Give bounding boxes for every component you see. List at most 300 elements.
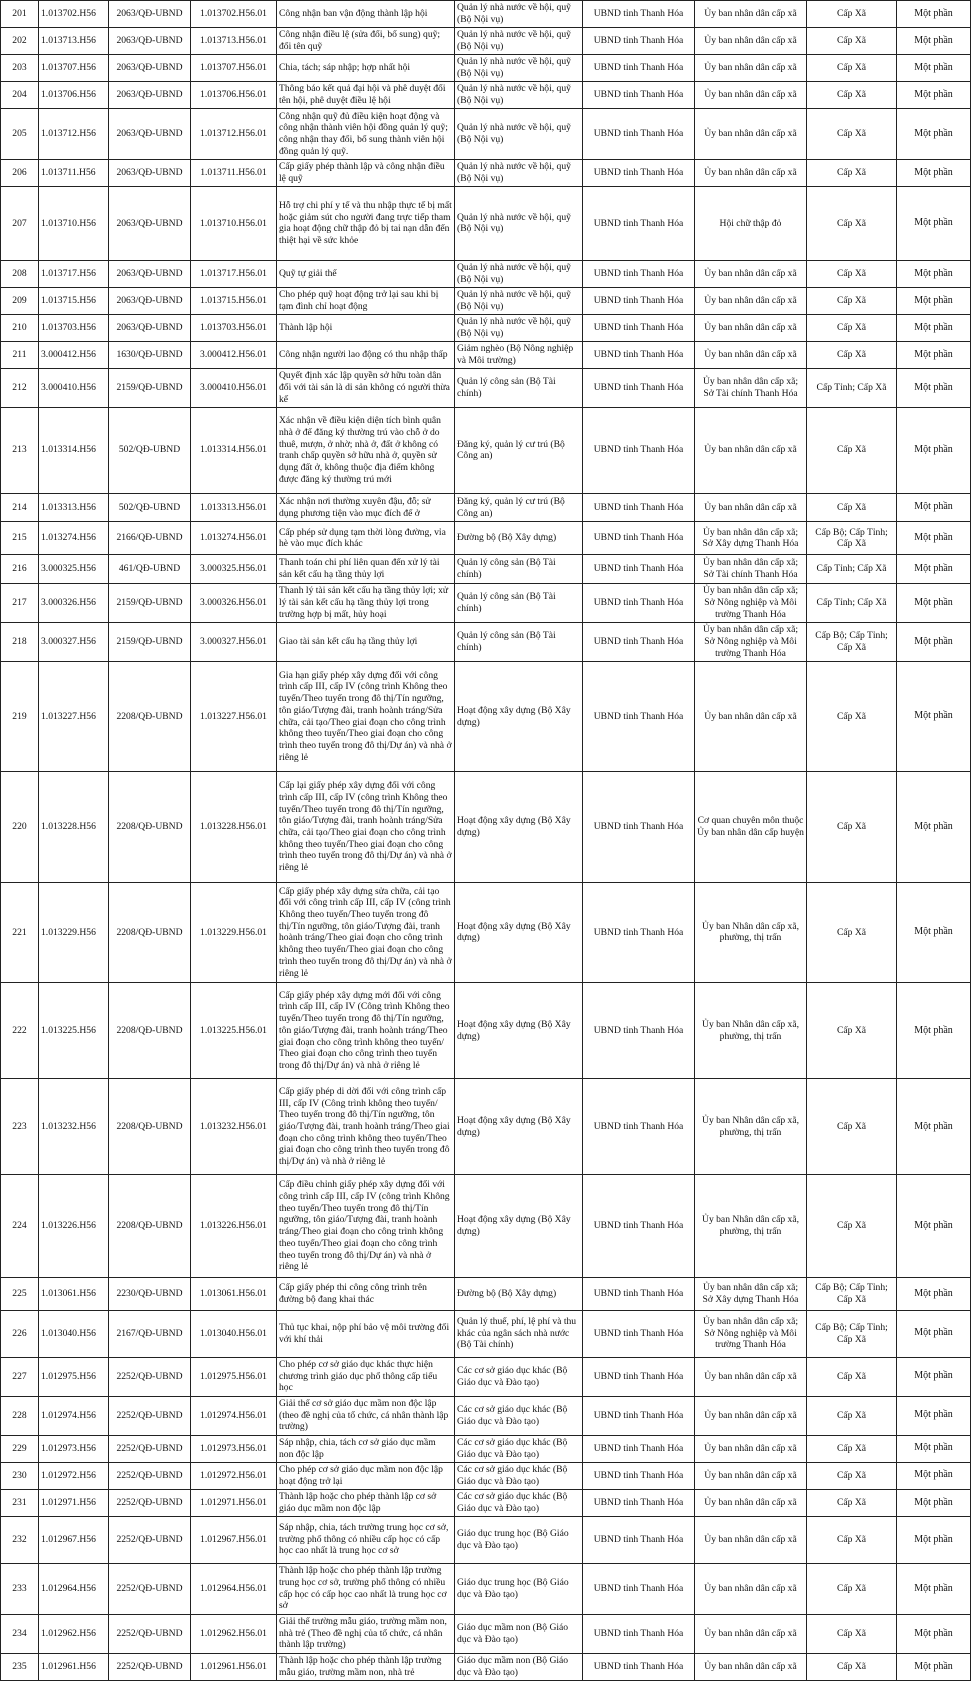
service-level-cell: Một phần xyxy=(897,772,971,883)
implementing-agency-cell: Ủy ban nhân dân cấp xã xyxy=(695,407,807,493)
decision-number-cell: 2208/QĐ-UBND xyxy=(109,661,191,772)
procedure-code-cell: 3.000327.H56 xyxy=(39,622,109,661)
row-number-cell: 221 xyxy=(1,882,39,982)
row-number-cell: 206 xyxy=(1,160,39,187)
implementing-agency-cell: Ủy ban nhân dân cấp xã xyxy=(695,1396,807,1435)
procedure-name-cell: Công nhận quỹ đủ điều kiện hoạt động và công nhận thành viên hội đồng quản lý quỹ; công nhận thay đổi, bổ sung thành viên hội đồng quản lý quỹ. xyxy=(277,109,455,160)
procedure-name-cell: Chia, tách; sáp nhập; hợp nhất hội xyxy=(277,55,455,82)
implementing-agency-cell: Ủy ban nhân dân cấp xã xyxy=(695,82,807,109)
procedure-name-cell: Gia hạn giấy phép xây dựng đối với công trình cấp III, cấp IV (công trình Không theo tuyến/Theo tuyến trong đô thị/Tín ngưỡng, tôn giáo/Tượng đài, tranh hoành tráng/Sửa chữa, cải tạo/Theo giai đoạn cho công trình không theo tuyến/Theo giai đoạn cho công trình theo tuyến trong đô thị/Dự án) và nhà ở riêng lẻ xyxy=(277,661,455,772)
implementing-agency-cell: Ủy ban nhân dân cấp xã; Sở Tài chính Thanh Hóa xyxy=(695,368,807,407)
decision-number-cell: 2063/QĐ-UBND xyxy=(109,287,191,314)
procedure-code-cell: 1.013314.H56 xyxy=(39,407,109,493)
procedure-name-cell: Thành lập hoặc cho phép thành lập trường trung học cơ sở, trường phổ thông có nhiều cấp học có cấp học cao nhất là trung học cơ sở xyxy=(277,1563,455,1614)
detail-code-cell: 1.013711.H56.01 xyxy=(191,160,277,187)
row-number-cell: 232 xyxy=(1,1516,39,1563)
row-number-cell: 204 xyxy=(1,82,39,109)
service-level-cell: Một phần xyxy=(897,1516,971,1563)
procedure-code-cell: 1.013710.H56 xyxy=(39,187,109,261)
level-cell: Cấp Xã xyxy=(807,287,897,314)
procedure-code-cell: 1.013707.H56 xyxy=(39,55,109,82)
table-body xyxy=(1,1,971,1681)
procedure-name-cell: Thành lập hội xyxy=(277,314,455,341)
table-row xyxy=(1,661,971,772)
row-number-cell: 225 xyxy=(1,1277,39,1310)
level-cell: Cấp Xã xyxy=(807,187,897,261)
field-cell: Quản lý nhà nước về hội, quỹ (Bộ Nội vụ) xyxy=(455,187,583,261)
row-number-cell: 212 xyxy=(1,368,39,407)
authority-cell: UBND tỉnh Thanh Hóa xyxy=(583,1396,695,1435)
implementing-agency-cell: Ủy ban nhân dân cấp xã xyxy=(695,493,807,522)
service-level-cell: Một phần xyxy=(897,1614,971,1653)
detail-code-cell: 1.013713.H56.01 xyxy=(191,28,277,55)
detail-code-cell: 1.013274.H56.01 xyxy=(191,522,277,555)
row-number-cell: 218 xyxy=(1,622,39,661)
service-level-cell: Một phần xyxy=(897,1079,971,1175)
detail-code-cell: 1.013229.H56.01 xyxy=(191,882,277,982)
procedure-code-cell: 3.000412.H56 xyxy=(39,341,109,368)
decision-number-cell: 2167/QĐ-UBND xyxy=(109,1310,191,1357)
table-row xyxy=(1,1563,971,1614)
service-level-cell: Một phần xyxy=(897,109,971,160)
level-cell: Cấp Xã xyxy=(807,82,897,109)
table-row xyxy=(1,493,971,522)
implementing-agency-cell: Ủy ban nhân dân cấp xã; Sở Xây dựng Thanh Hóa xyxy=(695,1277,807,1310)
service-level-cell: Một phần xyxy=(897,187,971,261)
detail-code-cell: 1.012971.H56.01 xyxy=(191,1489,277,1516)
decision-number-cell: 2063/QĐ-UBND xyxy=(109,160,191,187)
table-row xyxy=(1,1435,971,1462)
implementing-agency-cell: Ủy ban nhân dân cấp xã xyxy=(695,55,807,82)
implementing-agency-cell: Ủy ban nhân dân cấp xã xyxy=(695,314,807,341)
decision-number-cell: 2252/QĐ-UBND xyxy=(109,1489,191,1516)
field-cell: Đăng ký, quản lý cư trú (Bộ Công an) xyxy=(455,407,583,493)
table-row xyxy=(1,1516,971,1563)
implementing-agency-cell: Ủy ban Nhân dân cấp xã, phường, thị trấn xyxy=(695,882,807,982)
decision-number-cell: 2208/QĐ-UBND xyxy=(109,1175,191,1277)
decision-number-cell: 2252/QĐ-UBND xyxy=(109,1435,191,1462)
decision-number-cell: 2166/QĐ-UBND xyxy=(109,522,191,555)
field-cell: Đăng ký, quản lý cư trú (Bộ Công an) xyxy=(455,493,583,522)
field-cell: Các cơ sở giáo dục khác (Bộ Giáo dục và Đào tạo) xyxy=(455,1435,583,1462)
procedure-code-cell: 1.013226.H56 xyxy=(39,1175,109,1277)
implementing-agency-cell: Ủy ban nhân dân cấp xã xyxy=(695,341,807,368)
field-cell: Giáo dục mầm non (Bộ Giáo dục và Đào tạo) xyxy=(455,1614,583,1653)
table-row xyxy=(1,1079,971,1175)
field-cell: Quản lý nhà nước về hội, quỹ (Bộ Nội vụ) xyxy=(455,109,583,160)
row-number-cell: 224 xyxy=(1,1175,39,1277)
procedure-code-cell: 1.013706.H56 xyxy=(39,82,109,109)
field-cell: Các cơ sở giáo dục khác (Bộ Giáo dục và Đào tạo) xyxy=(455,1396,583,1435)
level-cell: Cấp Xã xyxy=(807,661,897,772)
authority-cell: UBND tỉnh Thanh Hóa xyxy=(583,1653,695,1680)
implementing-agency-cell: Ủy ban nhân dân cấp xã; Sở Xây dựng Thanh Hóa xyxy=(695,522,807,555)
authority-cell: UBND tỉnh Thanh Hóa xyxy=(583,1614,695,1653)
detail-code-cell: 1.012973.H56.01 xyxy=(191,1435,277,1462)
service-level-cell: Một phần xyxy=(897,55,971,82)
table-row xyxy=(1,983,971,1079)
row-number-cell: 209 xyxy=(1,287,39,314)
field-cell: Quản lý nhà nước về hội, quỹ (Bộ Nội vụ) xyxy=(455,287,583,314)
implementing-agency-cell: Ủy ban nhân dân cấp xã xyxy=(695,160,807,187)
row-number-cell: 223 xyxy=(1,1079,39,1175)
table-row xyxy=(1,583,971,622)
procedure-name-cell: Xác nhận về điều kiện diện tích bình quân nhà ở để đăng ký thường trú vào chỗ ở do thuê, mượn, ở nhờ; nhà ở, đất ở không có tranh chấp quyền sở hữu nhà ở, quyền sử dụng đất ở, không thuộc địa điểm không được đăng ký thường trú mới xyxy=(277,407,455,493)
procedure-name-cell: Cấp giấy phép thi công công trình trên đường bộ đang khai thác xyxy=(277,1277,455,1310)
level-cell: Cấp Xã xyxy=(807,1396,897,1435)
procedure-name-cell: Cấp phép sử dụng tạm thời lòng đường, vỉa hè vào mục đích khác xyxy=(277,522,455,555)
procedure-name-cell: Cho phép quỹ hoạt động trở lại sau khi bị tạm đình chỉ hoạt động xyxy=(277,287,455,314)
detail-code-cell: 1.013710.H56.01 xyxy=(191,187,277,261)
field-cell: Hoạt động xây dựng (Bộ Xây dựng) xyxy=(455,983,583,1079)
authority-cell: UBND tỉnh Thanh Hóa xyxy=(583,1435,695,1462)
service-level-cell: Một phần xyxy=(897,555,971,584)
row-number-cell: 214 xyxy=(1,493,39,522)
row-number-cell: 215 xyxy=(1,522,39,555)
service-level-cell: Một phần xyxy=(897,1489,971,1516)
authority-cell: UBND tỉnh Thanh Hóa xyxy=(583,661,695,772)
table-row xyxy=(1,160,971,187)
authority-cell: UBND tỉnh Thanh Hóa xyxy=(583,493,695,522)
field-cell: Quản lý nhà nước về hội, quỹ (Bộ Nội vụ) xyxy=(455,314,583,341)
procedure-name-cell: Thành lập hoặc cho phép thành lập cơ sở giáo dục mầm non độc lập xyxy=(277,1489,455,1516)
row-number-cell: 217 xyxy=(1,583,39,622)
table-row xyxy=(1,314,971,341)
row-number-cell: 222 xyxy=(1,983,39,1079)
detail-code-cell: 1.013715.H56.01 xyxy=(191,287,277,314)
field-cell: Giáo dục mầm non (Bộ Giáo dục và Đào tạo) xyxy=(455,1653,583,1680)
implementing-agency-cell: Ủy ban nhân dân cấp xã; Sở Tài chính Thanh Hóa xyxy=(695,555,807,584)
table-row xyxy=(1,1310,971,1357)
authority-cell: UBND tỉnh Thanh Hóa xyxy=(583,583,695,622)
procedure-name-cell: Hỗ trợ chi phí y tế và thu nhập thực tế bị mất hoặc giảm sút cho người đang trực tiếp tham gia hoạt động chữ thập đỏ bị tai nạn dẫn đến thiệt hại về sức khỏe xyxy=(277,187,455,261)
service-level-cell: Một phần xyxy=(897,160,971,187)
row-number-cell: 229 xyxy=(1,1435,39,1462)
procedure-code-cell: 1.013228.H56 xyxy=(39,772,109,883)
service-level-cell: Một phần xyxy=(897,407,971,493)
procedure-name-cell: Công nhận ban vận động thành lập hội xyxy=(277,1,455,28)
detail-code-cell: 1.013226.H56.01 xyxy=(191,1175,277,1277)
implementing-agency-cell: Ủy ban nhân dân cấp xã; Sở Nông nghiệp và Môi trường Thanh Hóa xyxy=(695,583,807,622)
level-cell: Cấp Xã xyxy=(807,160,897,187)
field-cell: Quản lý công sản (Bộ Tài chính) xyxy=(455,622,583,661)
procedure-name-cell: Cấp giấy phép xây dựng sửa chữa, cải tạo đối với công trình cấp III, cấp IV (công trình Không theo tuyến/Theo tuyến trong đô thị/Tín ngưỡng, tôn giáo/Tượng đài, tranh hoành tráng/Theo giai đoạn cho công trình không theo tuyến/Theo giai đoạn cho công trình theo tuyến trong đô thị/Dự án) và nhà ở riêng lẻ xyxy=(277,882,455,982)
level-cell: Cấp Xã xyxy=(807,1462,897,1489)
procedure-code-cell: 1.013703.H56 xyxy=(39,314,109,341)
row-number-cell: 226 xyxy=(1,1310,39,1357)
procedure-name-cell: Giải thể cơ sở giáo dục mầm non độc lập (theo đề nghị của tổ chức, cá nhân thành lập trường) xyxy=(277,1396,455,1435)
field-cell: Quản lý nhà nước về hội, quỹ (Bộ Nội vụ) xyxy=(455,160,583,187)
table-row xyxy=(1,82,971,109)
table-row xyxy=(1,1489,971,1516)
level-cell: Cấp Xã xyxy=(807,1516,897,1563)
row-number-cell: 216 xyxy=(1,555,39,584)
authority-cell: UBND tỉnh Thanh Hóa xyxy=(583,1175,695,1277)
field-cell: Quản lý nhà nước về hội, quỹ (Bộ Nội vụ) xyxy=(455,28,583,55)
authority-cell: UBND tỉnh Thanh Hóa xyxy=(583,1277,695,1310)
service-level-cell: Một phần xyxy=(897,1653,971,1680)
decision-number-cell: 2252/QĐ-UBND xyxy=(109,1396,191,1435)
row-number-cell: 213 xyxy=(1,407,39,493)
service-level-cell: Một phần xyxy=(897,493,971,522)
row-number-cell: 211 xyxy=(1,341,39,368)
implementing-agency-cell: Ủy ban nhân dân cấp xã; Sở Nông nghiệp và Môi trường Thanh Hóa xyxy=(695,1310,807,1357)
implementing-agency-cell: Hội chữ thập đỏ xyxy=(695,187,807,261)
field-cell: Quản lý công sản (Bộ Tài chính) xyxy=(455,555,583,584)
authority-cell: UBND tỉnh Thanh Hóa xyxy=(583,882,695,982)
procedure-name-cell: Thông báo kết quả đại hội và phê duyệt đổi tên hội, phê duyệt điều lệ hội xyxy=(277,82,455,109)
level-cell: Cấp Tỉnh; Cấp Xã xyxy=(807,583,897,622)
decision-number-cell: 2252/QĐ-UBND xyxy=(109,1653,191,1680)
field-cell: Các cơ sở giáo dục khác (Bộ Giáo dục và Đào tạo) xyxy=(455,1489,583,1516)
procedure-code-cell: 3.000410.H56 xyxy=(39,368,109,407)
detail-code-cell: 1.012961.H56.01 xyxy=(191,1653,277,1680)
service-level-cell: Một phần xyxy=(897,1396,971,1435)
detail-code-cell: 1.013702.H56.01 xyxy=(191,1,277,28)
procedure-code-cell: 1.013061.H56 xyxy=(39,1277,109,1310)
row-number-cell: 231 xyxy=(1,1489,39,1516)
detail-code-cell: 1.013706.H56.01 xyxy=(191,82,277,109)
detail-code-cell: 1.013313.H56.01 xyxy=(191,493,277,522)
service-level-cell: Một phần xyxy=(897,882,971,982)
authority-cell: UBND tỉnh Thanh Hóa xyxy=(583,1,695,28)
authority-cell: UBND tỉnh Thanh Hóa xyxy=(583,555,695,584)
procedure-code-cell: 1.012967.H56 xyxy=(39,1516,109,1563)
procedure-name-cell: Cấp lại giấy phép xây dựng đối với công trình cấp III, cấp IV (công trình Không theo tuyến/Theo tuyến trong đô thị/Tín ngưỡng, tôn giáo/Tượng đài, tranh hoành tráng/Sửa chữa, cải tạo/Theo giai đoạn cho công trình không theo tuyến/Theo giai đoạn cho công trình theo tuyến trong đô thị/Dự án) và nhà ở riêng lẻ xyxy=(277,772,455,883)
procedure-code-cell: 1.012961.H56 xyxy=(39,1653,109,1680)
procedure-name-cell: Cấp điều chỉnh giấy phép xây dựng đối với công trình cấp III, cấp IV (công trình Không theo tuyến/Theo tuyến trong đô thị/Tín ngưỡng, tôn giáo/Tượng đài, tranh hoành tráng/Theo giai đoạn cho công trình không theo tuyến/Theo giai đoạn cho công trình theo tuyến trong đô thị/Dự án) và nhà ở riêng lẻ xyxy=(277,1175,455,1277)
level-cell: Cấp Xã xyxy=(807,109,897,160)
decision-number-cell: 2208/QĐ-UBND xyxy=(109,772,191,883)
table-row xyxy=(1,187,971,261)
procedure-name-cell: Giao tài sản kết cấu hạ tầng thủy lợi xyxy=(277,622,455,661)
detail-code-cell: 1.013227.H56.01 xyxy=(191,661,277,772)
authority-cell: UBND tỉnh Thanh Hóa xyxy=(583,368,695,407)
authority-cell: UBND tỉnh Thanh Hóa xyxy=(583,622,695,661)
field-cell: Giáo dục trung học (Bộ Giáo dục và Đào tạo) xyxy=(455,1516,583,1563)
procedure-code-cell: 1.013040.H56 xyxy=(39,1310,109,1357)
field-cell: Quản lý nhà nước về hội, quỹ (Bộ Nội vụ) xyxy=(455,55,583,82)
level-cell: Cấp Xã xyxy=(807,1175,897,1277)
procedure-code-cell: 1.013229.H56 xyxy=(39,882,109,982)
field-cell: Quản lý thuế, phí, lệ phí và thu khác của ngân sách nhà nước (Bộ Tài chính) xyxy=(455,1310,583,1357)
level-cell: Cấp Xã xyxy=(807,1435,897,1462)
table-row xyxy=(1,368,971,407)
service-level-cell: Một phần xyxy=(897,1462,971,1489)
decision-number-cell: 2230/QĐ-UBND xyxy=(109,1277,191,1310)
level-cell: Cấp Xã xyxy=(807,1653,897,1680)
implementing-agency-cell: Ủy ban nhân dân cấp xã xyxy=(695,1489,807,1516)
decision-number-cell: 2063/QĐ-UBND xyxy=(109,109,191,160)
service-level-cell: Một phần xyxy=(897,1310,971,1357)
field-cell: Các cơ sở giáo dục khác (Bộ Giáo dục và Đào tạo) xyxy=(455,1462,583,1489)
detail-code-cell: 3.000410.H56.01 xyxy=(191,368,277,407)
decision-number-cell: 2063/QĐ-UBND xyxy=(109,55,191,82)
service-level-cell: Một phần xyxy=(897,622,971,661)
implementing-agency-cell: Ủy ban Nhân dân cấp xã, phường, thị trấn xyxy=(695,1079,807,1175)
procedure-name-cell: Thanh toán chi phí liên quan đến xử lý tài sản kết cấu hạ tầng thủy lợi xyxy=(277,555,455,584)
level-cell: Cấp Xã xyxy=(807,28,897,55)
authority-cell: UBND tỉnh Thanh Hóa xyxy=(583,314,695,341)
service-level-cell: Một phần xyxy=(897,28,971,55)
authority-cell: UBND tỉnh Thanh Hóa xyxy=(583,1489,695,1516)
decision-number-cell: 502/QĐ-UBND xyxy=(109,407,191,493)
level-cell: Cấp Xã xyxy=(807,1,897,28)
detail-code-cell: 3.000412.H56.01 xyxy=(191,341,277,368)
procedure-code-cell: 1.013717.H56 xyxy=(39,260,109,287)
decision-number-cell: 2063/QĐ-UBND xyxy=(109,82,191,109)
implementing-agency-cell: Cơ quan chuyên môn thuộc Ủy ban nhân dân cấp huyện xyxy=(695,772,807,883)
implementing-agency-cell: Ủy ban nhân dân cấp xã xyxy=(695,287,807,314)
authority-cell: UBND tỉnh Thanh Hóa xyxy=(583,1462,695,1489)
field-cell: Quản lý công sản (Bộ Tài chính) xyxy=(455,368,583,407)
authority-cell: UBND tỉnh Thanh Hóa xyxy=(583,772,695,883)
detail-code-cell: 1.013225.H56.01 xyxy=(191,983,277,1079)
detail-code-cell: 1.012972.H56.01 xyxy=(191,1462,277,1489)
authority-cell: UBND tỉnh Thanh Hóa xyxy=(583,983,695,1079)
table-row xyxy=(1,1653,971,1680)
service-level-cell: Một phần xyxy=(897,1435,971,1462)
level-cell: Cấp Xã xyxy=(807,1489,897,1516)
implementing-agency-cell: Ủy ban nhân dân cấp xã xyxy=(695,1462,807,1489)
table-row xyxy=(1,28,971,55)
table-row xyxy=(1,522,971,555)
detail-code-cell: 1.012975.H56.01 xyxy=(191,1357,277,1396)
service-level-cell: Một phần xyxy=(897,583,971,622)
procedure-code-cell: 1.012974.H56 xyxy=(39,1396,109,1435)
procedure-code-cell: 1.013227.H56 xyxy=(39,661,109,772)
level-cell: Cấp Tỉnh; Cấp Xã xyxy=(807,368,897,407)
table-row xyxy=(1,407,971,493)
level-cell: Cấp Tỉnh; Cấp Xã xyxy=(807,555,897,584)
detail-code-cell: 1.012962.H56.01 xyxy=(191,1614,277,1653)
authority-cell: UBND tỉnh Thanh Hóa xyxy=(583,82,695,109)
level-cell: Cấp Xã xyxy=(807,407,897,493)
service-level-cell: Một phần xyxy=(897,983,971,1079)
procedure-name-cell: Cấp giấy phép di dời đối với công trình cấp III, cấp IV (Công trình không theo tuyến/ Theo tuyến trong đô thị/Tín ngưỡng, tôn giáo/Tượng đài, tranh hoành tráng/Theo giai đoạn cho công trình không theo tuyến/Theo giai đoạn cho công trình theo tuyến trong đô thị/Dự án) và nhà ở riêng lẻ xyxy=(277,1079,455,1175)
detail-code-cell: 1.013717.H56.01 xyxy=(191,260,277,287)
field-cell: Giáo dục trung học (Bộ Giáo dục và Đào tạo) xyxy=(455,1563,583,1614)
field-cell: Đường bộ (Bộ Xây dựng) xyxy=(455,1277,583,1310)
decision-number-cell: 502/QĐ-UBND xyxy=(109,493,191,522)
detail-code-cell: 3.000327.H56.01 xyxy=(191,622,277,661)
row-number-cell: 201 xyxy=(1,1,39,28)
field-cell: Giảm nghèo (Bộ Nông nghiệp và Môi trường) xyxy=(455,341,583,368)
row-number-cell: 205 xyxy=(1,109,39,160)
decision-number-cell: 2063/QĐ-UBND xyxy=(109,28,191,55)
procedure-code-cell: 1.012973.H56 xyxy=(39,1435,109,1462)
procedure-name-cell: Cấp giấy phép xây dựng mới đối với công trình cấp III, cấp IV (Công trình Không theo tuyến/Theo tuyến trong đô thị/Tín ngưỡng, tôn giáo/Tượng đài, tranh hoành tráng/Theo giai đoạn cho công trình không theo tuyến/ Theo giai đoạn cho công trình theo tuyến trong đô thị/Dự án) và nhà ở riêng lẻ xyxy=(277,983,455,1079)
service-level-cell: Một phần xyxy=(897,1563,971,1614)
row-number-cell: 210 xyxy=(1,314,39,341)
authority-cell: UBND tỉnh Thanh Hóa xyxy=(583,341,695,368)
service-level-cell: Một phần xyxy=(897,368,971,407)
field-cell: Quản lý nhà nước về hội, quỹ (Bộ Nội vụ) xyxy=(455,260,583,287)
authority-cell: UBND tỉnh Thanh Hóa xyxy=(583,407,695,493)
authority-cell: UBND tỉnh Thanh Hóa xyxy=(583,1357,695,1396)
authority-cell: UBND tỉnh Thanh Hóa xyxy=(583,55,695,82)
service-level-cell: Một phần xyxy=(897,1357,971,1396)
implementing-agency-cell: Ủy ban nhân dân cấp xã xyxy=(695,1357,807,1396)
detail-code-cell: 1.012974.H56.01 xyxy=(191,1396,277,1435)
detail-code-cell: 1.013707.H56.01 xyxy=(191,55,277,82)
table-row xyxy=(1,1175,971,1277)
row-number-cell: 235 xyxy=(1,1653,39,1680)
procedure-code-cell: 1.012964.H56 xyxy=(39,1563,109,1614)
field-cell: Hoạt động xây dựng (Bộ Xây dựng) xyxy=(455,1175,583,1277)
decision-number-cell: 2252/QĐ-UBND xyxy=(109,1357,191,1396)
detail-code-cell: 1.012964.H56.01 xyxy=(191,1563,277,1614)
procedure-code-cell: 1.013712.H56 xyxy=(39,109,109,160)
detail-code-cell: 1.013232.H56.01 xyxy=(191,1079,277,1175)
authority-cell: UBND tỉnh Thanh Hóa xyxy=(583,187,695,261)
level-cell: Cấp Xã xyxy=(807,1563,897,1614)
procedure-code-cell: 1.012972.H56 xyxy=(39,1462,109,1489)
detail-code-cell: 1.012967.H56.01 xyxy=(191,1516,277,1563)
decision-number-cell: 2063/QĐ-UBND xyxy=(109,260,191,287)
level-cell: Cấp Xã xyxy=(807,1614,897,1653)
decision-number-cell: 2252/QĐ-UBND xyxy=(109,1462,191,1489)
procedure-name-cell: Công nhận điều lệ (sửa đổi, bổ sung) quỹ; đổi tên quỹ xyxy=(277,28,455,55)
decision-number-cell: 2208/QĐ-UBND xyxy=(109,1079,191,1175)
level-cell: Cấp Bộ; Cấp Tỉnh; Cấp Xã xyxy=(807,622,897,661)
decision-number-cell: 2252/QĐ-UBND xyxy=(109,1563,191,1614)
table-row xyxy=(1,1357,971,1396)
table-row xyxy=(1,260,971,287)
procedure-code-cell: 1.013225.H56 xyxy=(39,983,109,1079)
service-level-cell: Một phần xyxy=(897,661,971,772)
service-level-cell: Một phần xyxy=(897,260,971,287)
procedure-name-cell: Thủ tục khai, nộp phí bảo vệ môi trường đối với khí thải xyxy=(277,1310,455,1357)
procedure-code-cell: 1.012975.H56 xyxy=(39,1357,109,1396)
level-cell: Cấp Xã xyxy=(807,493,897,522)
row-number-cell: 228 xyxy=(1,1396,39,1435)
row-number-cell: 202 xyxy=(1,28,39,55)
level-cell: Cấp Xã xyxy=(807,314,897,341)
implementing-agency-cell: Ủy ban nhân dân cấp xã xyxy=(695,1435,807,1462)
field-cell: Hoạt động xây dựng (Bộ Xây dựng) xyxy=(455,661,583,772)
implementing-agency-cell: Ủy ban nhân dân cấp xã xyxy=(695,661,807,772)
authority-cell: UBND tỉnh Thanh Hóa xyxy=(583,1563,695,1614)
table-row xyxy=(1,341,971,368)
procedure-code-cell: 3.000326.H56 xyxy=(39,583,109,622)
procedure-name-cell: Thanh lý tài sản kết cấu hạ tầng thủy lợi; xử lý tài sản kết cấu hạ tầng thủy lợi trong trường hợp bị mất, hủy hoại xyxy=(277,583,455,622)
implementing-agency-cell: Ủy ban nhân dân cấp xã; Sở Nông nghiệp và Môi trường Thanh Hóa xyxy=(695,622,807,661)
decision-number-cell: 2063/QĐ-UBND xyxy=(109,187,191,261)
level-cell: Cấp Xã xyxy=(807,1079,897,1175)
authority-cell: UBND tỉnh Thanh Hóa xyxy=(583,522,695,555)
field-cell: Hoạt động xây dựng (Bộ Xây dựng) xyxy=(455,882,583,982)
level-cell: Cấp Bộ; Cấp Tỉnh; Cấp Xã xyxy=(807,522,897,555)
decision-number-cell: 2063/QĐ-UBND xyxy=(109,314,191,341)
implementing-agency-cell: Ủy ban nhân dân cấp xã xyxy=(695,260,807,287)
level-cell: Cấp Xã xyxy=(807,882,897,982)
procedure-code-cell: 1.013713.H56 xyxy=(39,28,109,55)
service-level-cell: Một phần xyxy=(897,522,971,555)
detail-code-cell: 1.013712.H56.01 xyxy=(191,109,277,160)
row-number-cell: 230 xyxy=(1,1462,39,1489)
level-cell: Cấp Xã xyxy=(807,983,897,1079)
authority-cell: UBND tỉnh Thanh Hóa xyxy=(583,260,695,287)
table-row xyxy=(1,622,971,661)
level-cell: Cấp Xã xyxy=(807,772,897,883)
procedure-code-cell: 1.013313.H56 xyxy=(39,493,109,522)
row-number-cell: 219 xyxy=(1,661,39,772)
detail-code-cell: 1.013061.H56.01 xyxy=(191,1277,277,1310)
row-number-cell: 220 xyxy=(1,772,39,883)
decision-number-cell: 2159/QĐ-UBND xyxy=(109,368,191,407)
field-cell: Quản lý nhà nước về hội, quỹ (Bộ Nội vụ) xyxy=(455,82,583,109)
